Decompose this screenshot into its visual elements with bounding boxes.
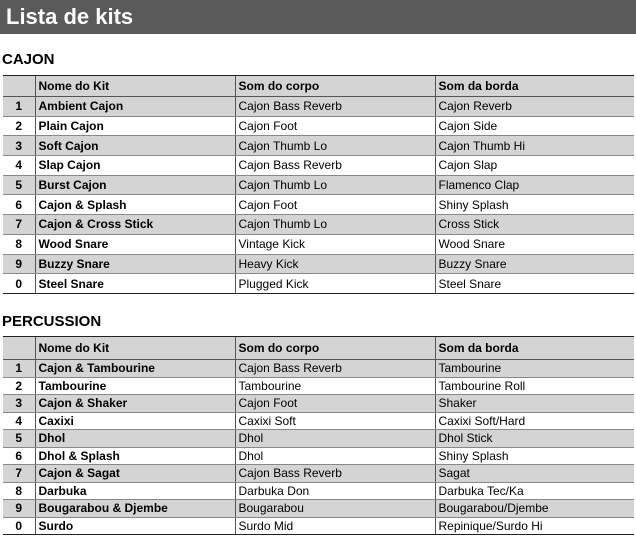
kit-number-cell: 4 [3, 412, 35, 430]
kit-number-cell: 3 [3, 395, 35, 413]
rim-sound-cell: Shaker [435, 395, 634, 413]
kit-name-cell: Cajon & Shaker [35, 395, 235, 413]
kit-number-cell: 2 [3, 377, 35, 395]
kit-name-cell: Bougarabou & Djembe [35, 500, 235, 518]
rim-sound-cell: Buzzy Snare [435, 254, 634, 274]
section-heading-cajon: CAJON [2, 51, 55, 68]
kit-name-cell: Dhol & Splash [35, 447, 235, 465]
kit-name-cell: Slap Cajon [35, 156, 235, 176]
kit-name-cell: Plain Cajon [35, 116, 235, 136]
kit-number-cell: 4 [3, 156, 35, 176]
table-row [3, 175, 634, 195]
kit-number-cell: 8 [3, 482, 35, 500]
column-header: Nome do Kit [35, 337, 235, 360]
kit-number-cell: 7 [3, 215, 35, 235]
body-sound-cell: Cajon Bass Reverb [235, 97, 435, 117]
table-row [3, 430, 634, 448]
rim-sound-cell: Darbuka Tec/Ka [435, 482, 634, 500]
rim-sound-cell: Cajon Thumb Hi [435, 136, 634, 156]
rim-sound-cell: Bougarabou/Djembe [435, 500, 634, 518]
column-header: Som da borda [435, 337, 634, 360]
table-row [3, 447, 634, 465]
table-row [3, 377, 634, 395]
percussion-kit-table [3, 336, 634, 535]
kit-name-cell: Ambient Cajon [35, 97, 235, 117]
kit-name-cell: Darbuka [35, 482, 235, 500]
rim-sound-cell: Tambourine Roll [435, 377, 634, 395]
body-sound-cell: Cajon Foot [235, 395, 435, 413]
table-row [3, 156, 634, 176]
table-row [3, 517, 634, 535]
body-sound-cell: Tambourine [235, 377, 435, 395]
kit-number-cell: 9 [3, 254, 35, 274]
kit-number-cell: 1 [3, 97, 35, 117]
kit-number-cell: 5 [3, 430, 35, 448]
kit-name-cell: Cajon & Tambourine [35, 360, 235, 378]
table-row [3, 274, 634, 294]
body-sound-cell: Bougarabou [235, 500, 435, 518]
body-sound-cell: Dhol [235, 430, 435, 448]
table-row [3, 395, 634, 413]
page-title: Lista de kits [0, 0, 636, 34]
kit-name-cell: Buzzy Snare [35, 254, 235, 274]
kit-number-cell: 6 [3, 195, 35, 215]
body-sound-cell: Cajon Bass Reverb [235, 156, 435, 176]
rim-sound-cell: Shiny Splash [435, 195, 634, 215]
rim-sound-cell: Flamenco Clap [435, 175, 634, 195]
body-sound-cell: Cajon Foot [235, 116, 435, 136]
kit-name-cell: Cajon & Cross Stick [35, 215, 235, 235]
body-sound-cell: Vintage Kick [235, 234, 435, 254]
kit-number-cell: 6 [3, 447, 35, 465]
column-header [3, 76, 35, 97]
body-sound-cell: Dhol [235, 447, 435, 465]
kit-name-cell: Tambourine [35, 377, 235, 395]
kit-number-cell: 1 [3, 360, 35, 378]
kit-number-cell: 9 [3, 500, 35, 518]
column-header: Som da borda [435, 76, 634, 97]
table-row [3, 412, 634, 430]
section-heading-percussion: PERCUSSION [2, 313, 102, 330]
rim-sound-cell: Cajon Reverb [435, 97, 634, 117]
body-sound-cell: Heavy Kick [235, 254, 435, 274]
rim-sound-cell: Caxixi Soft/Hard [435, 412, 634, 430]
rim-sound-cell: Steel Snare [435, 274, 634, 294]
column-header: Som do corpo [235, 337, 435, 360]
rim-sound-cell: Sagat [435, 465, 634, 483]
kit-number-cell: 8 [3, 234, 35, 254]
kit-name-cell: Surdo [35, 517, 235, 535]
rim-sound-cell: Dhol Stick [435, 430, 634, 448]
column-header: Som do corpo [235, 76, 435, 97]
rim-sound-cell: Cajon Slap [435, 156, 634, 176]
table-row [3, 500, 634, 518]
table-row [3, 195, 634, 215]
kit-name-cell: Cajon & Sagat [35, 465, 235, 483]
body-sound-cell: Cajon Bass Reverb [235, 360, 435, 378]
column-header: Nome do Kit [35, 76, 235, 97]
kit-name-cell: Steel Snare [35, 274, 235, 294]
table-row [3, 116, 634, 136]
kit-name-cell: Cajon & Splash [35, 195, 235, 215]
kit-name-cell: Wood Snare [35, 234, 235, 254]
rim-sound-cell: Tambourine [435, 360, 634, 378]
body-sound-cell: Caxixi Soft [235, 412, 435, 430]
table-row [3, 254, 634, 274]
table-row [3, 136, 634, 156]
kit-name-cell: Dhol [35, 430, 235, 448]
table-row [3, 465, 634, 483]
kit-number-cell: 0 [3, 517, 35, 535]
column-header [3, 337, 35, 360]
kit-name-cell: Caxixi [35, 412, 235, 430]
table-row [3, 482, 634, 500]
body-sound-cell: Cajon Thumb Lo [235, 175, 435, 195]
table-row [3, 360, 634, 378]
kit-number-cell: 5 [3, 175, 35, 195]
body-sound-cell: Cajon Thumb Lo [235, 215, 435, 235]
table-row [3, 215, 634, 235]
cajon-kit-table [3, 75, 634, 294]
body-sound-cell: Cajon Bass Reverb [235, 465, 435, 483]
kit-number-cell: 7 [3, 465, 35, 483]
table-header-row [3, 76, 634, 97]
kit-number-cell: 0 [3, 274, 35, 294]
kit-number-cell: 3 [3, 136, 35, 156]
kit-number-cell: 2 [3, 116, 35, 136]
rim-sound-cell: Cajon Side [435, 116, 634, 136]
body-sound-cell: Cajon Thumb Lo [235, 136, 435, 156]
rim-sound-cell: Wood Snare [435, 234, 634, 254]
rim-sound-cell: Repinique/Surdo Hi [435, 517, 634, 535]
rim-sound-cell: Cross Stick [435, 215, 634, 235]
rim-sound-cell: Shiny Splash [435, 447, 634, 465]
table-row [3, 97, 634, 117]
kit-name-cell: Burst Cajon [35, 175, 235, 195]
table-row [3, 234, 634, 254]
body-sound-cell: Darbuka Don [235, 482, 435, 500]
body-sound-cell: Plugged Kick [235, 274, 435, 294]
body-sound-cell: Cajon Foot [235, 195, 435, 215]
kit-name-cell: Soft Cajon [35, 136, 235, 156]
body-sound-cell: Surdo Mid [235, 517, 435, 535]
table-header-row [3, 337, 634, 360]
